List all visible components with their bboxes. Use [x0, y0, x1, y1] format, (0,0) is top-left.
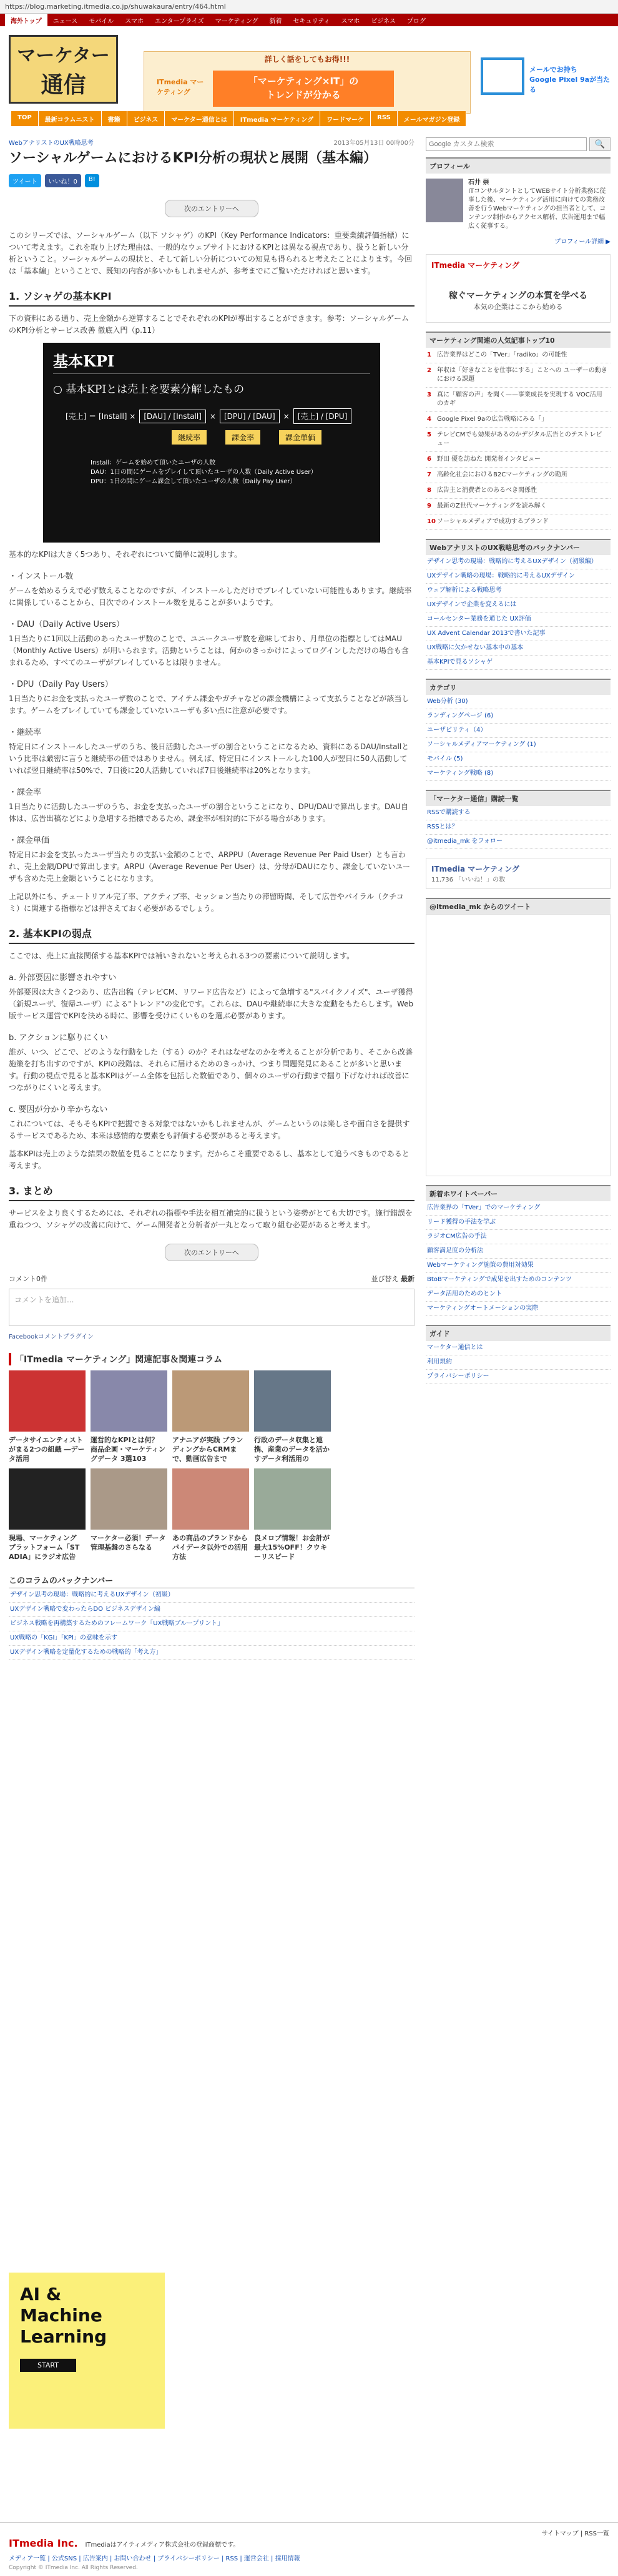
pixel-ad-line2: Google Pixel 9aが当たる [529, 76, 611, 94]
newentry-item[interactable]: データ活用のためのヒント [426, 1287, 611, 1302]
sub-text: 誰が、いつ、どこで、どのような行動をした（する）のか？それはなぜなのかを考えることが分析であり、そこから改善施策を打ち出すのですが、KPIの段階は、それらに届けるためのきっかけ、つまり問題発見にあることが多いと思います。行動の視点で見ると基本KPIはゲーム全体を包括した数値であり、個々のユーザの行動まで掘り下げなければ改善につながりにくいと考えます。 [9, 1048, 413, 1092]
ml-banner[interactable] [426, 254, 611, 323]
related-item[interactable] [254, 1370, 331, 1463]
backnum-box [426, 539, 611, 670]
ranking-list [426, 348, 611, 530]
nav-item[interactable]: マーケティング [215, 17, 258, 25]
backnumber-list [9, 1588, 414, 1660]
ad-line1: AI & [20, 2284, 62, 2304]
tweet-button[interactable]: ツイート [9, 174, 41, 187]
section-heading: 1. ソシャゲの基本KPI [9, 288, 414, 307]
profile-text: ITコンサルタントとしてWEBサイト分析業務に従事した後、マーケティング活用に向けての業務改善を行うWebマーケティングの担当者として、コンテンツ制作からアクセス解析、広告運用まで幅広く従事する。 [468, 188, 606, 230]
cat-item[interactable]: ビジネス [127, 111, 165, 126]
related-thumb [172, 1370, 249, 1432]
next-entry-button[interactable]: 次のエントリーへ [165, 200, 258, 217]
site-logo[interactable] [9, 35, 118, 104]
section-text: 下の資料にある通り、売上金額から逆算することでそれぞれのKPIが導出することができます。参考：ソーシャルゲームのKPI分析とサービス改善 徹底入門（p.11） [9, 314, 409, 335]
newentry-item[interactable]: 顧客満足度の分析法 [426, 1244, 611, 1259]
newentry-list [426, 1201, 611, 1316]
newentry-item[interactable]: 広告業界の「TVer」でのマーケティング [426, 1201, 611, 1216]
section-text: 基本KPIは売上のような結果の数値を見ることになります。だからこそ重要であるし、基本として追うべきものであると考えます。 [9, 1149, 410, 1170]
backnum-item[interactable]: ウェブ解析による戦略思考 [426, 584, 611, 598]
backnumber-item[interactable]: UXデザイン戦略で変わったらDO ビジネスデザイン編 [9, 1603, 414, 1617]
kpi-text: 1日当たりに活動したユーザのうち、お金を支払ったユーザの割合ということになり、DPU/DAUで算出します。DAU自体は、広告出稿などにより急増する指標であるため、課金率が相対的に下がる場合があります。 [9, 802, 409, 823]
related-grid-2 [9, 1468, 414, 1561]
related-label: 運営的なKPIとは何？ 商品企画・マーケティングデータ 3選103 [91, 1436, 165, 1463]
slide-title: 基本KPI [53, 349, 370, 374]
sort-value[interactable]: 最新 [401, 1275, 414, 1283]
formula-part: × [209, 411, 216, 421]
sort-control[interactable] [371, 1274, 415, 1284]
tweet-timeline[interactable] [426, 914, 611, 1176]
ranking-box [426, 332, 611, 530]
slide-note: DPU：1日の間にゲーム課金して頂いたユーザの人数（Daily Pay User） [91, 478, 297, 485]
related-title: 「ITmedia マーケティング」関連記事＆関連コラム [9, 1353, 414, 1365]
avatar [426, 179, 463, 222]
banner-main-line2: トレンドが分かる [266, 89, 341, 101]
sub-text: 外部要因は大きく2つあり、広告出稿（テレビCM、リワード広告など）によって急増する"スパイクノイズ"、ユーザ獲得（新規ユーザ、復帰ユーザ）による"トレンド"の変化です。これらは、DAUや継続率に大きな変動をもたらします。Web版サービス運営でKPIを決める時に、影響を受けにくいものを選ぶ必要があります。 [9, 988, 414, 1020]
related-label: マーケター必須！データ管理基盤のさらなる [91, 1534, 166, 1551]
ad-start-button[interactable]: START [20, 2359, 76, 2372]
related-label: 行政のデータ収集と連携、産業のデータを活かすデータ利活用の [254, 1436, 330, 1463]
search-box [426, 137, 611, 151]
backnum-title: WebアナリストのUX戦略思考のバックナンバー [426, 539, 611, 555]
hatena-button[interactable]: B! [85, 174, 99, 187]
section-heading: 3. まとめ [9, 1183, 414, 1201]
nav-item[interactable]: ニュース [52, 17, 78, 25]
fb-page-likes: 11,736 「いいね！」の数 [431, 877, 506, 883]
banner-main [213, 71, 394, 107]
ad-line3: Learning [20, 2326, 107, 2347]
ranking-item[interactable]: 2 年収は「好きなことを仕事にする」ことへの ユーザーの動きにおける課題 [426, 363, 611, 388]
footer-desc: ITmediaはアイティメディア株式会社の登録商標です。 [85, 2542, 240, 2549]
ad-line2: Machine [20, 2305, 102, 2326]
cat-item[interactable]: 書籍 [102, 111, 127, 126]
cat-item[interactable]: 最新コラムニスト [39, 111, 102, 126]
category-item[interactable]: マーケティング戦略 (8) [426, 767, 611, 781]
backnum-item[interactable]: UXデザインで企業を変えるには [426, 598, 611, 612]
backnum-item[interactable]: 基本KPIで見るソシャゲ [426, 656, 611, 670]
kpi-text: 1日当たりに1回以上活動のあったユーザ数のことで、ユニークユーザ数を意味しており、月単位の指標としてはMAU（Monthly Active Users）が用いられます。活動ということは、何かのきっかけによってログインしただけの場合も含まれるため、すべてのユーザがプレイしているとは限りません。 [9, 634, 409, 667]
kpi-text: 特定日にインストールしたユーザのうち、後日活動したユーザの割合ということになるため、資料にあるDAU/Installという比率は厳密に言うと継続率の値ではありません。例えば、特定日にインストールした100人が翌日に50人活動していれば翌日継続率は50%で、7日後に20人活動していれば7日後継続率は20%となります。 [9, 742, 410, 775]
ad-text [9, 2273, 165, 2359]
search-button[interactable]: 🔍 [589, 137, 611, 151]
backnum-item[interactable]: UX戦略に欠かせない基本中の基本 [426, 641, 611, 656]
guide-box [426, 1325, 611, 1384]
nav-item[interactable]: スマホ [125, 17, 144, 25]
category-list [426, 695, 611, 781]
backnumber-item[interactable]: ビジネス戦略を再構築するためのフレームワーク「UX戦略ブループリント」 [9, 1617, 414, 1631]
header-banner-ad[interactable] [144, 51, 471, 114]
category-item[interactable]: ユーザビリティ（4） [426, 724, 611, 738]
guide-title: ガイド [426, 1325, 611, 1341]
slide-question: ○ 基本KPIとは売上を要素分解したもの [53, 383, 245, 396]
comment-count: コメント0件 [9, 1275, 47, 1283]
backnumber-item[interactable]: デザイン思考の現場：戦略的に考えるUXデザイン（初級） [9, 1588, 414, 1603]
sidebar [426, 137, 611, 1393]
comments-header [9, 1274, 414, 1284]
nav-item-top[interactable]: 海外トップ [5, 14, 47, 27]
slide-notes [91, 458, 370, 486]
newentry-title: 新着ホワイトペーパー [426, 1185, 611, 1201]
kpi-heading: ・課金単価 [9, 836, 50, 845]
backnumber-item[interactable]: UXデザイン戦略を定量化するための戦略的「考え方」 [9, 1646, 414, 1660]
kpi-heading: ・課金率 [9, 788, 42, 797]
nav-item[interactable]: ビジネス [371, 17, 396, 25]
sort-label: 並び替え [371, 1275, 399, 1283]
article-title: ソーシャルゲームにおけるKPI分析の現状と展開（基本編） [9, 150, 378, 166]
category-item[interactable]: ソーシャルメディアマーケティング (1) [426, 738, 611, 752]
guide-item[interactable]: プライバシーポリシー [426, 1370, 611, 1384]
kpi-text: ゲームを始めるうえで必ず数えることなのですが、インストールしただけでプレイしていない可能性もあります。継続率に関係していることから、日次でのインストール数を見ることが多いようです。 [9, 586, 412, 607]
ranking-item[interactable]: 6 野田 優を訪ねた 開発者インタビュー [426, 452, 611, 468]
sub-heading: a. 外部要因に影響されやすい [9, 973, 117, 983]
profile-title: プロフィール [426, 157, 611, 174]
cat-item[interactable]: ITmedia マーケティング [234, 111, 320, 126]
newentry-item[interactable]: リード獲得の手法を学ぶ [426, 1216, 611, 1230]
slide-tags [172, 430, 370, 445]
cat-item[interactable]: TOP [11, 111, 39, 126]
rss-link[interactable]: RSSで購読する [426, 806, 611, 820]
logo-line1: マーケター [17, 44, 110, 67]
fb-page-name[interactable]: ITmedia マーケティング [431, 865, 519, 873]
kpi-text: 特定日にお金を支払ったユーザ当たりの支払い金額のことで、ARPPU（Average Revenue Per Paid User）とも言われ、売上金額/DPUで算出します。ARPU（Average Revenue Per User）は、分母がDAUになり、課金していないユーザも含めた売上金額ということになります。 [9, 850, 411, 883]
profile-more-link[interactable]: プロフィール詳細 ▶ [554, 238, 611, 245]
category-item[interactable]: Web分析 (30) [426, 695, 611, 709]
article-date: 2013年05月13日 00時00分 [333, 140, 414, 147]
search-input[interactable] [426, 137, 587, 151]
summary-text: サービスをより良くするためには、それぞれの指標や手法を相互補完的に扱うという姿勢がとても大切です。施行錯誤を重ねつつ、ソシャゲの改善に向けて、ゲーム開発者と分析者が一丸となって取り組む必要があると考えます。 [9, 1209, 413, 1229]
ranking-item[interactable]: 9 最新のZ世代マーケティングを読み解く [426, 499, 611, 514]
ranking-title: マーケティング関連の人気記事トップ10 [426, 332, 611, 348]
backnum-item[interactable]: デザイン思考の現場：戦略的に考えるUXデザイン（初級編） [426, 555, 611, 569]
newentry-item[interactable]: ラジオCM広告の手法 [426, 1230, 611, 1244]
intro-text: このシリーズでは、ソーシャルゲーム（以下 ソシャゲ）のKPI（Key Performance Indicators：重要業績評価指標）について考えます。これを取り上げた理由は、一般的なウェブサイトにおけるKPIとは異なる視点であり、扱うと新しい分析ということ。ソーシャルゲームの現状と、そして新しい分析についての知見も得られると考えたことによります。今回は「基本編」ということで、既知の内容が多いかもしれませんが、参考までにご覧いただければと思います。 [9, 231, 413, 275]
footer [0, 2522, 618, 2576]
nav-item[interactable]: エンタープライズ [155, 17, 204, 25]
cat-item[interactable]: メールマガジン登録 [398, 111, 467, 126]
sub-heading: c. 要因が分かり辛かちない [9, 1105, 108, 1114]
related-item[interactable] [254, 1468, 331, 1561]
tweets-title: @itmedia_mk からのツイート [426, 898, 611, 914]
related-item[interactable] [91, 1370, 167, 1463]
slide-formula [66, 408, 370, 424]
backnum-item[interactable]: UXデザイン戦略の現場：戦略的に考えるUXデザイン [426, 569, 611, 584]
related-thumb [9, 1468, 86, 1530]
ranking-item[interactable]: 7 高齢化社会におけるB2Cマーケティングの勘所 [426, 468, 611, 483]
backnum-item[interactable]: コールセンター業務を通じた UX評価 [426, 612, 611, 627]
pixel-ad-text [529, 65, 612, 95]
header [0, 26, 618, 114]
guide-item[interactable]: 利用規約 [426, 1355, 611, 1370]
breadcrumb[interactable]: WebアナリストのUX戦略思考 [9, 140, 94, 147]
slide-note: DAU：1日の間にゲームをプレイして頂いたユーザの人数（Daily Active User） [91, 469, 317, 476]
category-nav [11, 111, 466, 126]
ranking-item[interactable]: 1 広告業界はどこの「TVer」「radiko」の可能性 [426, 348, 611, 363]
ranking-item[interactable]: 4 Google Pixel 9aの広告戦略にみる「」 [426, 412, 611, 428]
related-thumb [172, 1468, 249, 1530]
related-thumb [9, 1370, 86, 1432]
pixel-ad-line1: メールでお持ち [529, 66, 577, 74]
sub-heading: b. アクションに駆りにくい [9, 1033, 108, 1043]
guide-item[interactable]: マーケター通信とは [426, 1341, 611, 1355]
related-item[interactable] [172, 1468, 249, 1561]
formula-part: [売上] ＝ [Install] × [66, 412, 136, 421]
ranking-item[interactable]: 3 真に「顧客の声」を聞く——事業成長を実現する VOC活用のカギ [426, 388, 611, 412]
cat-item[interactable]: ワードマーケ [320, 111, 371, 126]
ranking-item[interactable]: 8 広告主と消費者とのあるべき関係性 [426, 483, 611, 499]
copyright: Copyright © ITmedia Inc. All Rights Reserved. [9, 2565, 138, 2571]
kpi-heading: ・インストール数 [9, 572, 74, 581]
footer-brand[interactable]: ITmedia Inc. [9, 2537, 78, 2549]
related-item[interactable] [9, 1468, 86, 1561]
slide-caption: 基本的なKPIは大きく5つあり、それぞれについて簡単に説明します。 [9, 550, 242, 559]
related-item[interactable] [172, 1370, 249, 1463]
mail-icon [481, 57, 524, 95]
author-name: 石井 崇 [468, 179, 489, 186]
footer-links[interactable]: メディア一覧 | 公式SNS | 広告案内 | お問い合わせ | プライバシーポリシー | RSS | 運営会社 | 採用情報 [9, 2555, 300, 2562]
banner-main-line1: 「マーケティング×IT」の [248, 76, 359, 87]
related-label: データサイエンティストがまる2つの組織 ―データ活用 [9, 1436, 85, 1463]
formula-part: [DPU] / [DAU] [220, 410, 280, 423]
newentry-item[interactable]: Webマーケティング施策の費用対効果 [426, 1259, 611, 1273]
related-label: 良メロブ情報！お会計が最大15%OFF！クウキーリスピード [254, 1534, 330, 1561]
slide-tag: 継続率 [172, 430, 207, 445]
category-item[interactable]: ランディングページ (6) [426, 709, 611, 724]
formula-part: [DAU] / [Install] [139, 410, 206, 423]
ml-title: ITmedia マーケティング [431, 261, 519, 270]
guide-list [426, 1341, 611, 1384]
formula-part: × [283, 411, 290, 421]
slide-tag: 課金率 [225, 430, 260, 445]
cat-item[interactable]: マーケター通信とは [165, 111, 234, 126]
fb-page-box [426, 858, 611, 889]
kpi-text: 1日当たりにお金を支払ったユーザ数のことで、アイテム課金やガチャなどの課金機構によって支払うことなどが該当します。ゲームをプレイしていても課金していないユーザも多い点に注意が必要です。 [9, 694, 410, 715]
section-heading: 2. 基本KPIの弱点 [9, 926, 414, 944]
top-nav [0, 14, 618, 26]
section-text: ここでは、売上に直接関係する基本KPIでは補いきれないと考えられる3つの要素について説明します。 [9, 951, 355, 960]
formula-part: [売上] / [DPU] [293, 408, 352, 424]
related-label: アナニアが実践 ブランディングからCRMまで、動画広告まで [172, 1436, 243, 1463]
related-item[interactable] [91, 1468, 167, 1561]
kpi-heading: ・継続率 [9, 728, 42, 737]
pixel-ad[interactable] [481, 57, 612, 107]
nav-item[interactable]: セキュリティ [293, 17, 330, 25]
logo-line2: 通信 [41, 71, 86, 98]
nav-item[interactable]: スマホ [341, 17, 360, 25]
slide-note: Install：ゲームを始めて頂いたユーザの人数 [91, 460, 216, 466]
ai-ml-ad[interactable] [9, 2273, 165, 2429]
related-grid [9, 1370, 414, 1463]
ml-text: 稼ぐマーケティングの本質を学べる [448, 291, 588, 301]
comment-input[interactable]: コメントを追加... [9, 1289, 414, 1326]
sub-text: これについては、そもそもKPIで把握できる対象ではないかもしれませんが、ゲームというのは楽しさや面白さを提供するサービスであるため、本来は感情的な要素をも評価する必要があると考えます。 [9, 1119, 410, 1140]
related-label: あの商品のブランドからパイデータ以外での活用方法 [172, 1534, 248, 1561]
related-label: 現場、マーケティング プラットフォーム「ST ADIA」にラジオ広告 [9, 1534, 80, 1561]
twitter-follow-button[interactable]: @itmedia_mk をフォロー [426, 835, 611, 849]
url-bar[interactable]: https://blog.marketing.itmedia.co.jp/shuwakaura/entry/464.html [0, 0, 618, 14]
backnum-item[interactable]: UX Advent Calendar 2013で書いた記事 [426, 627, 611, 641]
rss-help-link[interactable]: RSSとは？ [426, 820, 611, 835]
feed-title: 「マーケター通信」購読一覧 [426, 790, 611, 806]
category-box [426, 679, 611, 781]
nav-item[interactable]: 新着 [269, 17, 282, 25]
like-button[interactable]: いいね！0 [45, 174, 81, 187]
profile-box [426, 157, 611, 245]
nav-item[interactable]: モバイル [89, 17, 114, 25]
sitemap-link[interactable]: サイトマップ | RSS一覧 [541, 2530, 609, 2537]
next-entry-button[interactable]: 次のエントリーへ [165, 1244, 258, 1261]
related-item[interactable] [9, 1370, 86, 1463]
newentry-item[interactable]: マーケティングオートメーションの実際 [426, 1302, 611, 1316]
kpi-heading: ・DAU（Daily Active Users） [9, 620, 124, 629]
feed-list [426, 806, 611, 849]
ranking-item[interactable]: 5 テレビCMでも効果があるのかデジタル広告とのテストレビュー [426, 428, 611, 452]
related-thumb [254, 1468, 331, 1530]
nav-item[interactable]: プログ [407, 17, 426, 25]
backnumber-title: このコラムのバックナンバー [9, 1574, 414, 1588]
banner-top-text: 詳しく話をしてもお得!!! [264, 55, 350, 64]
related-thumb [254, 1370, 331, 1432]
banner-side-text: ITmedia マーケティング [157, 78, 204, 96]
newentry-item[interactable]: BtoBマーケティングで成果を出すためのコンテンツ [426, 1273, 611, 1287]
fb-plugin-label[interactable]: Facebookコメントプラグイン [9, 1334, 94, 1340]
category-title: カテゴリ [426, 679, 611, 695]
category-item[interactable]: モバイル (5) [426, 752, 611, 767]
slide-tag: 課金単価 [279, 430, 321, 445]
cat-item[interactable]: RSS [371, 111, 398, 126]
backnumber-item[interactable]: UX戦略の「KGI」「KPI」の意味を示す [9, 1631, 414, 1646]
ml-sub: 本気の企業はここから始める [473, 303, 563, 311]
newentry-box [426, 1185, 611, 1316]
backnum-list [426, 555, 611, 670]
related-thumb [91, 1468, 167, 1530]
kpi-summary: 上記以外にも、チュートリアル完了率、アクティブ率、セッション当たりの滞留時間、そして広告やバイラル（クチコミ）に関連する指標などは押さえておく必要があるでしょう。 [9, 892, 404, 913]
tweets-box [426, 898, 611, 1176]
related-thumb [91, 1370, 167, 1432]
kpi-heading: ・DPU（Daily Pay Users） [9, 680, 113, 689]
share-buttons [9, 174, 414, 187]
ranking-item[interactable]: 10 ソーシャルメディアで成功するブランド [426, 514, 611, 530]
main-column [9, 137, 414, 1660]
kpi-slide [43, 343, 380, 543]
feed-box [426, 790, 611, 849]
